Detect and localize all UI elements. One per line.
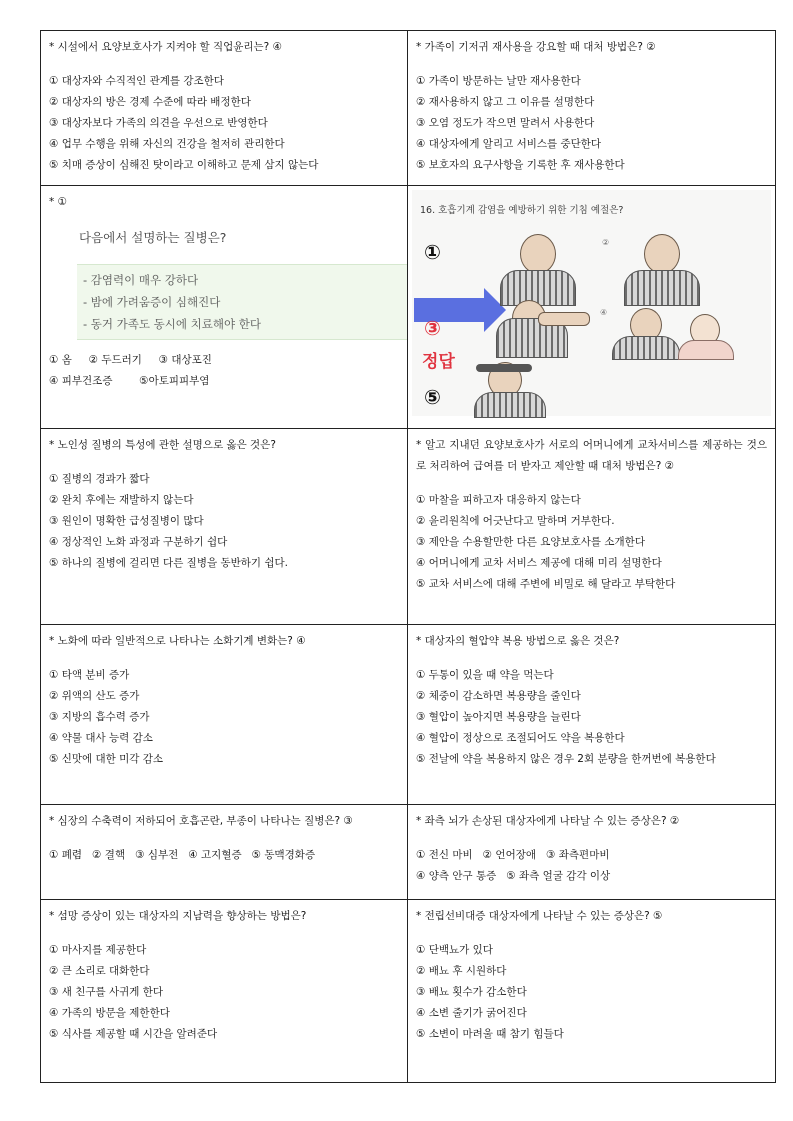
description-line: - 밤에 가려움증이 심해진다 <box>83 295 221 309</box>
option: ② 체중이 감소하면 복용량을 줄인다 <box>416 690 581 702</box>
question-cell <box>41 186 408 429</box>
label-4: ④ <box>600 308 608 317</box>
question-cell <box>408 805 776 900</box>
hand-icon <box>476 364 532 372</box>
option: ③ 지방의 흡수력 증가 <box>49 711 150 723</box>
option: ⑤ 교차 서비스에 대해 주변에 비밀로 해 달라고 부탁한다 <box>416 578 676 590</box>
description-line: - 동거 가족도 동시에 치료해야 한다 <box>83 317 261 331</box>
option: ① 타액 분비 증가 <box>49 669 130 681</box>
person-2-body <box>624 270 700 306</box>
person-6-body <box>474 392 546 418</box>
box-title: 다음에서 설명하는 질병은? <box>79 230 227 245</box>
label-5: ⑤ <box>424 385 441 409</box>
question-cell <box>408 429 776 625</box>
label-3: ③ <box>424 316 441 340</box>
option: ④ 혈압이 정상으로 조절되어도 약을 복용한다 <box>416 732 625 744</box>
option: ① 두통이 있을 때 약을 먹는다 <box>416 669 554 681</box>
question-cell <box>41 900 408 1083</box>
description-box <box>77 264 407 340</box>
question-text: * 알고 지내던 요양보호사가 서로의 어머니에게 교차서비스를 제공하는 것으로 처리하여 급여를 더 받자고 제안할 때 대처 방법은? ② <box>416 439 767 472</box>
question-cell <box>41 429 408 625</box>
option: ④ 양측 안구 통증 ⑤ 좌측 얼굴 감각 이상 <box>416 870 611 882</box>
option: ⑤ 치매 증상이 심해진 탓이라고 이해하고 문제 삼지 않는다 <box>49 159 319 171</box>
option: ① 전신 마비 ② 언어장애 ③ 좌측편마비 <box>416 849 610 861</box>
option: ① 가족이 방문하는 날만 재사용한다 <box>416 75 581 87</box>
question-text: * 가족이 기저귀 재사용을 강요할 때 대처 방법은? ② <box>416 41 656 53</box>
option: ④ 약물 대사 능력 감소 <box>49 732 153 744</box>
question-cell <box>41 625 408 805</box>
cough-etiquette-image <box>412 190 771 416</box>
option: ③ 혈압이 높아지면 복용량을 늘린다 <box>416 711 581 723</box>
option: ⑤ 전날에 약을 복용하지 않은 경우 2회 분량을 한꺼번에 복용한다 <box>416 753 716 765</box>
question-cell <box>408 900 776 1083</box>
quiz-table <box>40 30 776 1083</box>
option: ① 단백뇨가 있다 <box>416 944 493 956</box>
option: ② 배뇨 후 시원하다 <box>416 965 507 977</box>
option: ④ 업무 수행을 위해 자신의 건강을 철저히 관리한다 <box>49 138 285 150</box>
option: ③ 대상자보다 가족의 의견을 우선으로 반영한다 <box>49 117 268 129</box>
question-text: * 노화에 따라 일반적으로 나타나는 소화기계 변화는? ④ <box>49 635 306 647</box>
option: ① 대상자와 수직적인 관계를 강조한다 <box>49 75 224 87</box>
question-text: * 심장의 수축력이 저하되어 호흡곤란, 부종이 나타나는 질병은? ③ <box>49 815 353 827</box>
option: ③ 원인이 명확한 급성질병이 많다 <box>49 515 204 527</box>
option: ③ 새 친구를 사귀게 한다 <box>49 986 164 998</box>
option: ③ 제안을 수용할만한 다른 요양보호사를 소개한다 <box>416 536 645 548</box>
image-cell <box>408 186 776 429</box>
option: ④ 어머니에게 교차 서비스 제공에 대해 미리 설명한다 <box>416 557 662 569</box>
option: ⑤ 식사를 제공할 때 시간을 알려준다 <box>49 1028 218 1040</box>
option: ② 완치 후에는 재발하지 않는다 <box>49 494 194 506</box>
elbow-cough-arm <box>538 312 590 326</box>
option: ④ 가족의 방문을 제한한다 <box>49 1007 170 1019</box>
option: ④ 정상적인 노화 과정과 구분하기 쉽다 <box>49 536 228 548</box>
person-1-head <box>520 234 556 274</box>
description-line: - 감염력이 매우 강하다 <box>83 273 199 287</box>
question-text: * 노인성 질병의 특성에 관한 설명으로 옳은 것은? <box>49 439 276 451</box>
option: ② 위액의 산도 증가 <box>49 690 140 702</box>
option: ⑤ 보호자의 요구사항을 기록한 후 재사용한다 <box>416 159 625 171</box>
question-cell <box>408 625 776 805</box>
question-cell <box>408 31 776 186</box>
person-2-head <box>644 234 680 274</box>
person-4-body <box>612 336 680 360</box>
option: ⑤ 소변이 마려울 때 참기 힘들다 <box>416 1028 564 1040</box>
option: ① 질병의 경과가 짧다 <box>49 473 150 485</box>
option: ④ 소변 줄기가 굵어진다 <box>416 1007 527 1019</box>
option: ① 옴 ② 두드러기 ③ 대상포진 <box>49 354 212 366</box>
option: ③ 오염 정도가 작으면 말려서 사용한다 <box>416 117 595 129</box>
question-cell <box>41 805 408 900</box>
option: ④ 피부건조증 ⑤아토피피부염 <box>49 375 210 387</box>
option: ② 재사용하지 않고 그 이유를 설명한다 <box>416 96 595 108</box>
answer-label: 정답 <box>422 352 455 372</box>
option: ④ 대상자에게 알리고 서비스를 중단한다 <box>416 138 602 150</box>
option: ⑤ 신맛에 대한 미각 감소 <box>49 753 164 765</box>
option: ① 마사지를 제공한다 <box>49 944 147 956</box>
option: ② 윤리원칙에 어긋난다고 말하며 거부한다. <box>416 515 615 527</box>
option: ② 큰 소리로 대화한다 <box>49 965 150 977</box>
option: ① 마찰을 피하고자 대응하지 않는다 <box>416 494 581 506</box>
question-text: * 섬망 증상이 있는 대상자의 지남력을 향상하는 방법은? <box>49 910 307 922</box>
label-2: ② <box>602 238 610 247</box>
question-cell <box>41 31 408 186</box>
question-text: * 좌측 뇌가 손상된 대상자에게 나타날 수 있는 증상은? ② <box>416 815 680 827</box>
person-5-body <box>678 340 734 360</box>
image-title: 16. 호흡기계 감염을 예방하기 위한 기침 예절은? <box>420 205 624 216</box>
person-1-body <box>500 270 576 306</box>
question-text: * ① <box>49 196 68 208</box>
option: ① 폐렴 ② 결핵 ③ 심부전 ④ 고지혈증 ⑤ 동맥경화증 <box>49 849 316 861</box>
question-text: * 시설에서 요양보호사가 지켜야 할 직업윤리는? ④ <box>49 41 282 53</box>
question-text: * 대상자의 혈압약 복용 방법으로 옳은 것은? <box>416 635 620 647</box>
option: ② 대상자의 방은 경제 수준에 따라 배정한다 <box>49 96 251 108</box>
label-1: ① <box>424 240 441 264</box>
question-text: * 전립선비대증 대상자에게 나타날 수 있는 증상은? ⑤ <box>416 910 663 922</box>
option: ③ 배뇨 횟수가 감소한다 <box>416 986 527 998</box>
option: ⑤ 하나의 질병에 걸리면 다른 질병을 동반하기 쉽다. <box>49 557 288 569</box>
